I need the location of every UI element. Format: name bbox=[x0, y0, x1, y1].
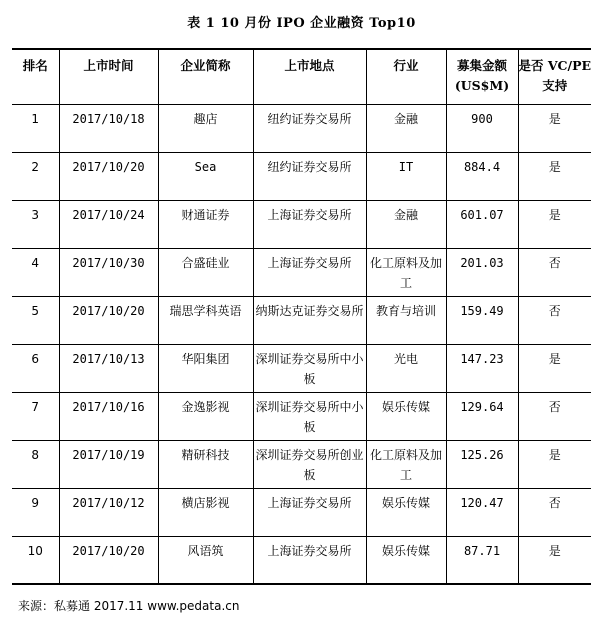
cell-amount: 884.4 bbox=[446, 152, 518, 200]
cell-company: Sea bbox=[158, 152, 253, 200]
cell-amount: 159.49 bbox=[446, 296, 518, 344]
cell-company: 财通证券 bbox=[158, 200, 253, 248]
cell-company: 合盛硅业 bbox=[158, 248, 253, 296]
table-title: 表 1 10 月份 IPO 企业融资 Top10 bbox=[187, 16, 416, 31]
cell-rank: 7 bbox=[12, 392, 59, 440]
cell-rank: 9 bbox=[12, 488, 59, 536]
cell-date: 2017/10/12 bbox=[59, 488, 158, 536]
cell-amount: 900 bbox=[446, 104, 518, 152]
cell-amount: 129.64 bbox=[446, 392, 518, 440]
table-row bbox=[12, 488, 591, 536]
cell-date: 2017/10/20 bbox=[59, 296, 158, 344]
cell-vc: 否 bbox=[518, 296, 591, 344]
source-note: 来源：私募通 2017.11 www.pedata.cn bbox=[18, 599, 240, 613]
header-date: 上市时间 bbox=[59, 49, 158, 104]
cell-exchange: 纳斯达克证券交易所 bbox=[253, 296, 366, 344]
cell-vc: 否 bbox=[518, 248, 591, 296]
ipo-table bbox=[12, 48, 591, 585]
cell-exchange: 上海证券交易所 bbox=[253, 536, 366, 584]
cell-industry: 教育与培训 bbox=[366, 296, 446, 344]
cell-date: 2017/10/18 bbox=[59, 104, 158, 152]
cell-date: 2017/10/20 bbox=[59, 152, 158, 200]
header-vc-line1: 是否 VC/PE bbox=[518, 58, 591, 73]
cell-industry: 娱乐传媒 bbox=[366, 392, 446, 440]
table-row bbox=[12, 296, 591, 344]
cell-exchange: 纽约证券交易所 bbox=[253, 104, 366, 152]
cell-amount: 87.71 bbox=[446, 536, 518, 584]
cell-company: 趣店 bbox=[158, 104, 253, 152]
table-row bbox=[12, 152, 591, 200]
cell-company: 精研科技 bbox=[158, 440, 253, 488]
cell-company: 华阳集团 bbox=[158, 344, 253, 392]
header-industry: 行业 bbox=[366, 49, 446, 104]
cell-rank: 6 bbox=[12, 344, 59, 392]
cell-industry: 金融 bbox=[366, 104, 446, 152]
cell-date: 2017/10/30 bbox=[59, 248, 158, 296]
cell-company: 风语筑 bbox=[158, 536, 253, 584]
cell-date: 2017/10/19 bbox=[59, 440, 158, 488]
cell-vc: 是 bbox=[518, 440, 591, 488]
cell-company: 金逸影视 bbox=[158, 392, 253, 440]
cell-exchange: 上海证券交易所 bbox=[253, 248, 366, 296]
cell-date: 2017/10/16 bbox=[59, 392, 158, 440]
cell-industry: 娱乐传媒 bbox=[366, 536, 446, 584]
cell-industry: 化工原料及加工 bbox=[366, 248, 446, 296]
cell-amount: 147.23 bbox=[446, 344, 518, 392]
table-row bbox=[12, 536, 591, 584]
header-rank: 排名 bbox=[12, 49, 59, 104]
table-body bbox=[12, 104, 591, 584]
header-amount bbox=[446, 49, 518, 104]
table-row bbox=[12, 248, 591, 296]
cell-exchange: 上海证券交易所 bbox=[253, 488, 366, 536]
cell-exchange: 上海证券交易所 bbox=[253, 200, 366, 248]
header-vc-line2: 支持 bbox=[542, 78, 568, 93]
cell-industry: 娱乐传媒 bbox=[366, 488, 446, 536]
cell-industry: 化工原料及加工 bbox=[366, 440, 446, 488]
cell-industry: IT bbox=[366, 152, 446, 200]
cell-amount: 201.03 bbox=[446, 248, 518, 296]
cell-company: 瑞思学科英语 bbox=[158, 296, 253, 344]
cell-rank: 3 bbox=[12, 200, 59, 248]
table-row bbox=[12, 344, 591, 392]
cell-exchange: 深圳证券交易所中小板 bbox=[253, 392, 366, 440]
cell-exchange: 深圳证券交易所创业板 bbox=[253, 440, 366, 488]
cell-vc: 否 bbox=[518, 488, 591, 536]
cell-date: 2017/10/24 bbox=[59, 200, 158, 248]
cell-amount: 601.07 bbox=[446, 200, 518, 248]
cell-industry: 光电 bbox=[366, 344, 446, 392]
cell-amount: 125.26 bbox=[446, 440, 518, 488]
header-amount-line1: 募集金额 bbox=[456, 58, 507, 73]
header-company: 企业简称 bbox=[158, 49, 253, 104]
header-amount-line2: (US$M) bbox=[454, 78, 510, 93]
table-row bbox=[12, 104, 591, 152]
cell-vc: 是 bbox=[518, 104, 591, 152]
cell-rank: 5 bbox=[12, 296, 59, 344]
header-vc bbox=[518, 49, 591, 104]
cell-industry: 金融 bbox=[366, 200, 446, 248]
cell-rank: 1 bbox=[12, 104, 59, 152]
cell-rank: 8 bbox=[12, 440, 59, 488]
cell-exchange: 深圳证券交易所中小板 bbox=[253, 344, 366, 392]
cell-rank: 4 bbox=[12, 248, 59, 296]
cell-company: 横店影视 bbox=[158, 488, 253, 536]
cell-vc: 否 bbox=[518, 392, 591, 440]
table-row bbox=[12, 440, 591, 488]
cell-vc: 是 bbox=[518, 152, 591, 200]
table-row bbox=[12, 392, 591, 440]
header-row bbox=[12, 49, 591, 104]
cell-rank: 10 bbox=[12, 536, 59, 584]
cell-vc: 是 bbox=[518, 200, 591, 248]
cell-amount: 120.47 bbox=[446, 488, 518, 536]
header-exchange: 上市地点 bbox=[253, 49, 366, 104]
table-row bbox=[12, 200, 591, 248]
cell-vc: 是 bbox=[518, 344, 591, 392]
cell-rank: 2 bbox=[12, 152, 59, 200]
cell-date: 2017/10/20 bbox=[59, 536, 158, 584]
cell-date: 2017/10/13 bbox=[59, 344, 158, 392]
cell-vc: 是 bbox=[518, 536, 591, 584]
cell-exchange: 纽约证券交易所 bbox=[253, 152, 366, 200]
